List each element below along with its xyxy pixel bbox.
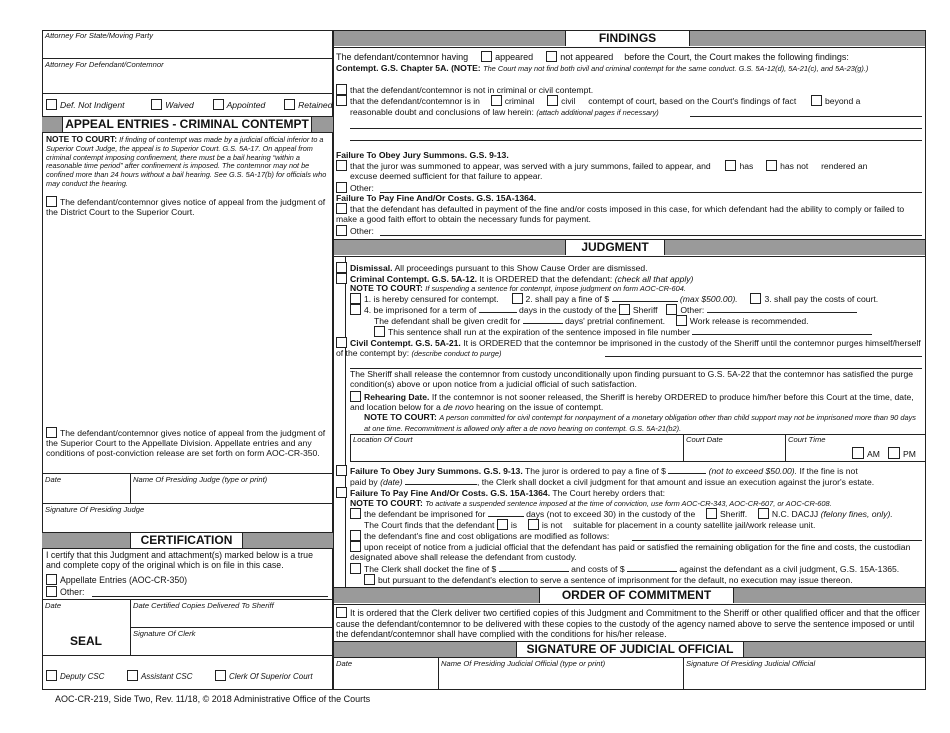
- jury-fine-checkbox[interactable]: Failure To Obey Jury Summons. G.S. 9-13. The juror is ordered to pay a fine of $ (not to exceed $50.00). If the fine is not: [336, 465, 858, 476]
- in-contempt-row: that the defendant/contemnor is in criminal civil contempt of court, based on the Court's findings of fact beyond a: [336, 95, 860, 106]
- criminal-options-row2: 4. be imprisoned for a term of days in the custody of the Sheriff Other:: [350, 304, 857, 315]
- signature-clerk-label: Signature Of Clerk: [133, 629, 196, 638]
- court-date-label: Court Date: [686, 435, 723, 444]
- seal-label: SEAL: [70, 634, 103, 648]
- is-checkbox[interactable]: is: [497, 520, 517, 530]
- docket-row: The Clerk shall docket the fine of $ and costs of $ against the defendant as a civil judgment, G.S. 15A-1365.: [350, 563, 899, 574]
- fine-costs-heading: Failure To Pay Fine And/Or Costs. G.S. 15A-1364.: [336, 193, 537, 203]
- sheriff2-checkbox[interactable]: Sheriff.: [706, 509, 747, 519]
- judgment-fine-note: NOTE TO COURT: To activate a suspended sentence imposed at the time of conviction, use form AOC-CR-343, AOC-CR-607, or AOC-CR-608.: [350, 498, 832, 508]
- expiration-checkbox[interactable]: This sentence shall run at the expiration of the sentence imposed in file number: [374, 326, 872, 337]
- assistant-csc-checkbox[interactable]: Assistant CSC: [127, 672, 193, 681]
- presiding-judge-label: Name Of Presiding Judge (type or print): [133, 475, 268, 484]
- appointed-checkbox[interactable]: Appointed: [213, 100, 266, 110]
- imprisoned-checkbox[interactable]: 4. be imprisoned for a term of: [350, 305, 476, 315]
- judgment-fine-checkbox[interactable]: Failure To Pay Fine And/Or Costs. G.S. 15A-1364. The Court hereby orders that:: [336, 487, 665, 498]
- cert-date-label: Date: [45, 601, 62, 610]
- credit-row: The defendant shall be given credit for days' pretrial confinement. Work release is recommended.: [374, 316, 809, 326]
- signature-date-label: Date: [336, 659, 353, 668]
- in-contempt-checkbox[interactable]: that the defendant/contemnor is in: [336, 96, 480, 106]
- beyond-checkbox[interactable]: beyond a: [811, 96, 860, 106]
- criminal-contempt-checkbox[interactable]: Criminal Contempt. G.S. 5A-12. It is ORDERED that the defendant: (check all that apply): [336, 273, 693, 284]
- has-not-checkbox[interactable]: has not: [766, 161, 808, 171]
- signature-judge-label: Signature Of Presiding Judge: [45, 505, 145, 514]
- jury-summons-heading: Failure To Obey Jury Summons. G.S. 9-13.: [336, 150, 509, 160]
- deputy-csc-checkbox[interactable]: Deputy CSC: [46, 672, 104, 681]
- commitment-title: ORDER OF COMMITMENT: [539, 588, 734, 603]
- certification-title: CERTIFICATION: [130, 533, 243, 548]
- appeal-title: APPEAL ENTRIES - CRIMINAL CONTEMPT: [62, 117, 312, 132]
- docket-checkbox[interactable]: The Clerk shall docket the fine of $: [350, 564, 496, 574]
- findings-line-3[interactable]: [350, 140, 922, 141]
- fine-costs-checkbox[interactable]: that the defendant has defaulted in payment of the fine and/or costs imposed in this case, for which defendant had the ability to comply or failed to make a good faith effort to obtain the necessary funds for payment.: [336, 204, 905, 225]
- findings-line-2[interactable]: [350, 128, 922, 129]
- fine-imprisoned-row: the defendant be imprisoned for days (not to exceed 30) in the custody of the Sheriff. N.C. DACJJ (felony fines, only).: [350, 508, 893, 519]
- signature-title: SIGNATURE OF JUDICIAL OFFICIAL: [516, 642, 744, 657]
- signature-sig-label: Signature Of Presiding Judicial Official: [686, 659, 816, 668]
- criminal-checkbox[interactable]: criminal: [491, 96, 535, 106]
- contempt-heading: Contempt. G.S. Chapter 5A. (NOTE: The Court may not find both civil and criminal contempt for the same conduct. G.S. 5A-12(d), 5A-21(c), and 5A-23(g).): [336, 63, 869, 73]
- judgment-title: JUDGMENT: [565, 240, 665, 255]
- retained-checkbox[interactable]: Retained: [284, 100, 332, 110]
- paid-by-date-input[interactable]: [405, 476, 477, 485]
- findings-line-1[interactable]: [690, 116, 922, 117]
- work-release-checkbox[interactable]: Work release is recommended.: [676, 316, 809, 326]
- fine-days-input[interactable]: [488, 508, 524, 517]
- criminal-note: NOTE TO COURT: If suspending a sentence for contempt, impose judgment on form AOC-CR-604.: [350, 283, 686, 293]
- reasonable-doubt-text: reasonable doubt and conclusions of law herein: (attach additional pages if necessary): [350, 107, 659, 117]
- rehearing-note: NOTE TO COURT: A person committed for civil contempt for nonpayment of a monetary obligation other than child support may not be imprisoned more than 90 days at one time. Recommitment is allowed only after a de novo hearing on contempt. G.S. 5A-21(b2).: [364, 412, 916, 433]
- is-not-checkbox[interactable]: is not: [528, 520, 563, 530]
- fine-checkbox[interactable]: 2. shall pay a fine of $: [512, 294, 610, 304]
- findings-title: FINDINGS: [565, 31, 690, 46]
- fine-other-line[interactable]: [380, 235, 922, 236]
- jury-summons-row: that the juror was summoned to appear, was served with a jury summons, failed to appear, and has has not rendered an: [336, 160, 867, 171]
- suitability-row: The Court finds that the defendant is is not suitable for placement in a county satellite jail/work release unit.: [364, 520, 816, 530]
- attorney-defendant-label: Attorney For Defendant/Contemnor: [45, 60, 164, 69]
- jury-summons-checkbox[interactable]: that the juror was summoned to appear, was served with a jury summons, failed to appear, and: [336, 161, 711, 171]
- credit-days-input[interactable]: [523, 315, 563, 324]
- civil-purge-line[interactable]: [605, 356, 922, 357]
- commitment-checkbox[interactable]: It is ordered that the Clerk deliver two certified copies of this Judgment and Commitment to the Sheriff or other qualified officer and that the officer cause the defendant/contemnor to be delivered with these copies to the custody of the agency named above to serve the sentence imposed or until the defendant/contemnor shall have complied with the conditions for his/her release.: [336, 608, 920, 639]
- form-footer: AOC-CR-219, Side Two, Rev. 11/18, © 2018 Administrative Office of the Courts: [55, 694, 371, 704]
- civil-checkbox[interactable]: civil: [547, 96, 575, 106]
- appeared-checkbox[interactable]: appeared: [481, 52, 533, 62]
- not-appeared-checkbox[interactable]: not appeared: [546, 52, 613, 62]
- has-checkbox[interactable]: has: [725, 161, 753, 171]
- jury-other-checkbox[interactable]: Other:: [336, 182, 374, 193]
- upon-receipt-checkbox[interactable]: upon receipt of notice from a judicial official that the defendant has paid or satisfied the remaining obligation for the fine and costs, the custodian designated above shall release the defendant from custody.: [350, 542, 911, 563]
- findings-header-bar: [334, 31, 925, 46]
- dismissal-checkbox[interactable]: Dismissal. All proceedings pursuant to this Show Cause Order are dismissed.: [336, 262, 648, 273]
- censured-checkbox[interactable]: 1. is hereby censured for contempt.: [350, 294, 499, 304]
- judgment-header-bar: [334, 240, 925, 255]
- location-label: Location Of Court: [353, 435, 413, 444]
- cert-other-checkbox[interactable]: Other:: [46, 586, 84, 597]
- court-location-box: [350, 434, 926, 462]
- left-date-label: Date: [45, 475, 62, 484]
- costs-checkbox[interactable]: 3. shall pay the costs of court.: [750, 294, 878, 304]
- sheriff-release-text: The Sheriff shall release the contemnor from custody unconditionally upon finding pursuant to G.S. 5A-22 that the contemnor has satisfied the purge condition(s) above or upon notice from a judicial official of such satisfaction.: [350, 369, 914, 390]
- sheriff-checkbox[interactable]: Sheriff: [619, 305, 658, 315]
- not-in-contempt-checkbox[interactable]: that the defendant/contemnor is not in criminal or civil contempt.: [336, 84, 593, 95]
- pm-checkbox[interactable]: PM: [888, 447, 916, 459]
- cert-appellate-checkbox[interactable]: Appellate Entries (AOC-CR-350): [46, 574, 187, 585]
- paid-by-row: paid by (date) , the Clerk shall docket a civil judgment for that amount and issue an execution against the juror's estate.: [350, 477, 875, 487]
- findings-intro: The defendant/contemnor having appeared not appeared before the Court, the Court makes the following findings:: [336, 52, 849, 62]
- certification-text: I certify that this Judgment and attachment(s) marked below is a true and complete copy of the original which is on file in this case.: [46, 550, 313, 571]
- fine-other-checkbox[interactable]: Other:: [336, 225, 374, 236]
- criminal-options-row1: 1. is hereby censured for contempt. 2. shall pay a fine of $ (max $500.00). 3. shall pay the costs of court.: [350, 293, 878, 304]
- appeal-appellate-checkbox[interactable]: The defendant/contemnor gives notice of appeal from the judgment of the Superior Court to the Appellate Division. Appellate entries and any conditions of post-conviction release are set forth on form AOC-CR-350.: [46, 428, 326, 459]
- appeal-note: NOTE TO COURT: If finding of contempt was made by a judicial official inferior to a Superior Court Judge, the appeal is to Superior Court. G.S. 5A-17. On appeal from criminal contempt imposing confinement, there must be a bail hearing “within a reasonable time period” after confinement is imposed. The contemnor may not be confined more than 24 hours without a bail hearing. See G.S. 5A-17(b) for officials who may conduct the hearing.: [46, 134, 327, 188]
- appeal-superior-checkbox[interactable]: The defendant/contemnor gives notice of appeal from the judgment of the District Court to the Superior Court.: [46, 197, 326, 218]
- docket-costs-input[interactable]: [627, 563, 677, 572]
- cert-delivered-label: Date Certified Copies Delivered To Sheriff: [133, 601, 274, 610]
- signature-name-label: Name Of Presiding Judicial Official (type or print): [441, 659, 606, 668]
- am-checkbox[interactable]: AM: [852, 447, 880, 459]
- clerk-options: [46, 670, 313, 681]
- civil-contempt-checkbox[interactable]: Civil Contempt. G.S. 5A-21. It is ORDERED that the contemnor be imprisoned in the custody of the Sheriff until the contemnor purges himself/herself of the contempt by: (describe conduct to purge): [336, 338, 921, 359]
- def-not-indigent-checkbox[interactable]: Def. Not Indigent: [46, 100, 125, 110]
- clerk-superior-checkbox[interactable]: Clerk Of Superior Court: [215, 672, 313, 681]
- signature-header-bar: [334, 642, 925, 657]
- election-checkbox[interactable]: but pursuant to the defendant's election to serve a sentence of imprisonment for the default, no execution may issue thereon.: [364, 574, 853, 585]
- fine-imprisoned-checkbox[interactable]: the defendant be imprisoned for: [350, 509, 485, 519]
- court-time-label: Court Time: [788, 435, 826, 444]
- custody-other-input[interactable]: [707, 304, 857, 313]
- dacjj-checkbox[interactable]: N.C. DACJJ: [758, 509, 818, 519]
- rehearing-checkbox[interactable]: Rehearing Date. If the contemnor is not sooner released, the Sheriff is hereby ORDERED to produce him/her before this Court at the time, date, and location below for a de novo hearing on the issue of contempt.: [350, 392, 914, 413]
- fine-amount-input[interactable]: [612, 293, 678, 302]
- def-options: [46, 99, 332, 110]
- docket-fine-input[interactable]: [499, 563, 569, 572]
- attorney-state-label: Attorney For State/Moving Party: [45, 31, 154, 40]
- waived-checkbox[interactable]: Waived: [151, 100, 194, 110]
- term-days-input[interactable]: [479, 304, 517, 313]
- commitment-header-bar: [334, 588, 925, 603]
- cert-other-line[interactable]: [92, 596, 328, 597]
- excuse-text: excuse deemed sufficient for that failure to appear.: [350, 171, 543, 181]
- modified-checkbox[interactable]: the defendant's fine and cost obligations are modified as follows:: [350, 530, 609, 541]
- custody-other-checkbox[interactable]: Other:: [666, 305, 704, 315]
